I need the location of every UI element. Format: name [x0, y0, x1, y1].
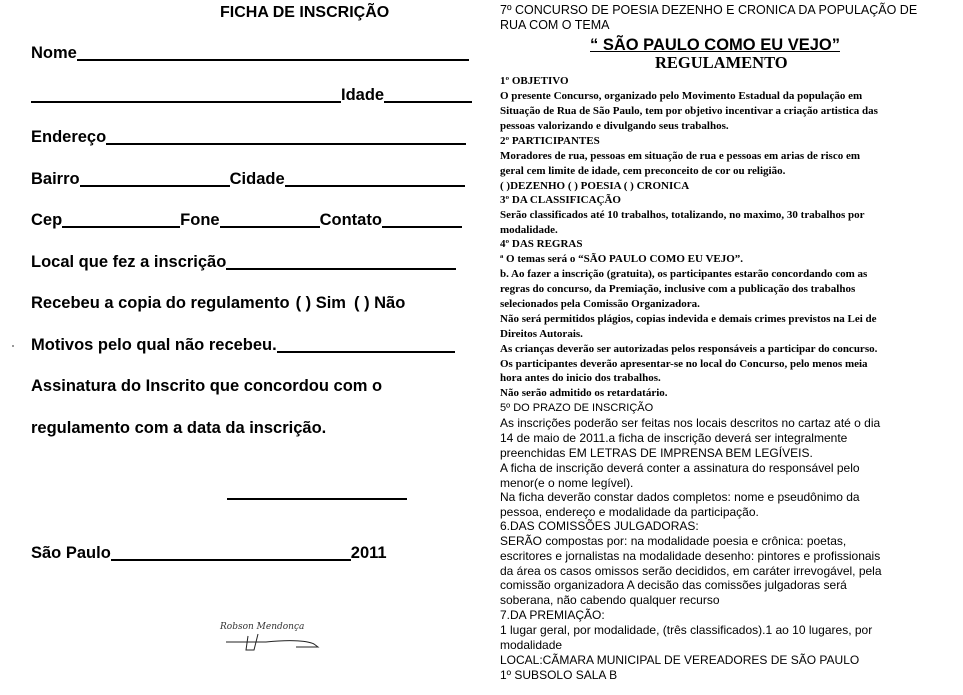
assinatura-line-2 [31, 419, 326, 438]
checkbox-sim[interactable]: ( ) Sim [295, 294, 346, 312]
assinatura-line-1 [31, 377, 382, 396]
regulamento-line: 1 lugar geral, por modalidade, (três classificados).1 ao 10 lugares, por [500, 623, 873, 637]
regulamento-line: pessoa, endereço e modalidade da participação. [500, 505, 759, 519]
regulamento-line: 6.DAS COMISSÕES JULGADORAS: [500, 519, 699, 533]
field-data [31, 544, 387, 563]
input-nome[interactable] [77, 45, 469, 61]
regulamento-line: modalidade [500, 638, 563, 652]
regulamento-line: Não serão admitido os retardatário. [500, 387, 668, 399]
regulamento-line: 14 de maio de 2011.a ficha de inscrição deverá ser integralmente [500, 431, 848, 445]
label-sao-paulo: São Paulo [31, 544, 111, 562]
regulamento-line: pessoas valorizando e divulgando seus trabalhos. [500, 120, 729, 132]
input-fone[interactable] [220, 212, 320, 228]
signature-stamp [218, 620, 318, 656]
regulamento-line: ª O temas será o “SÃO PAULO COMO EU VEJO”. [500, 253, 744, 265]
label-recebeu: Recebeu a copia do regulamento [31, 294, 290, 312]
regulamento-line: 1º SUBSOLO SALA B [500, 668, 618, 682]
regulamento-line: soberana, não cabendo qualquer recurso [500, 593, 720, 607]
field-nome [31, 44, 469, 63]
signature-name: Robson Mendonça [220, 622, 305, 632]
label-local: Local que fez a inscrição [31, 253, 227, 271]
form-title: FICHA DE INSCRIÇÃO [220, 4, 390, 21]
regulamento-line: comissão organizadora A decisão das comissões julgadoras será [500, 578, 847, 592]
input-cep[interactable] [62, 212, 180, 228]
label-cidade: Cidade [229, 170, 285, 188]
regulamento-line: regras do concurso, da Premiação, inclusive com a publicação dos trabalhos [500, 283, 856, 295]
label-ano: 2011 [350, 544, 387, 562]
label-idade: Idade [341, 86, 385, 104]
assinatura-text-2: regulamento com a data da inscrição. [31, 419, 327, 437]
regulamento-line: As inscrições poderão ser feitas nos locais descritos no cartaz até o dia [500, 416, 881, 430]
regulamento-line: O presente Concurso, organizado pelo Movimento Estadual da população em [500, 90, 863, 102]
input-local[interactable] [226, 254, 456, 270]
label-cep: Cep [31, 211, 63, 229]
label-endereco: Endereço [31, 128, 107, 146]
regulamento-line: Situação de Rua de São Paulo, tem por objetivo incentivar a criação artistica das [500, 105, 878, 117]
regulamento-line: A ficha de inscrição deverá conter a assinatura do responsável pelo [500, 461, 860, 475]
field-cep-fone-contato [31, 211, 462, 230]
regulamento-line: LOCAL:CÃMARA MUNICIPAL DE VEREADORES DE SÃO PAULO [500, 653, 860, 667]
regulamento-line: hora antes do inicio dos trabalhos. [500, 372, 661, 384]
regulamento-line: 3º DA CLASSIFICAÇÃO [500, 194, 621, 206]
regulamento-line: 7.DA PREMIAÇÃO: [500, 608, 605, 622]
regulamento-line: geral cem limite de idade, cem preconceito de cor ou religião. [500, 165, 786, 177]
regulamento-line: 2º PARTICIPANTES [500, 135, 600, 147]
regulamento-line: SERÃO compostas por: na modalidade poesia e crônica: poetas, [500, 534, 847, 548]
regulamento-line: ( )DEZENHO ( ) POESIA ( ) CRONICA [500, 180, 690, 192]
field-recebeu [31, 294, 405, 313]
regulamento-line: da área os casos omissos serão decididos, em caráter irrevogável, pela [500, 564, 882, 578]
contest-header-2: RUA COM O TEMA [500, 18, 610, 32]
regulamento-line: As crianças deverão ser autorizadas pelos responsáveis a participar do concurso. [500, 343, 878, 355]
input-motivos[interactable] [277, 337, 455, 353]
regulamento-title: REGULAMENTO [655, 53, 788, 72]
field-endereco [31, 128, 466, 147]
field-bairro-cidade [31, 170, 465, 189]
field-motivos [31, 336, 455, 355]
input-bairro[interactable] [80, 171, 230, 187]
input-cidade[interactable] [285, 171, 465, 187]
assinatura-text-1: Assinatura do Inscrito que concordou com o [31, 377, 383, 395]
field-idade [31, 86, 472, 105]
label-fone: Fone [180, 211, 220, 229]
regulamento-line: selecionados pela Comissão Organizadora. [500, 298, 700, 310]
label-nome: Nome [31, 44, 77, 62]
input-data[interactable] [111, 545, 351, 561]
label-motivos: Motivos pelo qual não recebeu. [31, 336, 277, 354]
input-nome-continued[interactable] [31, 87, 341, 103]
scan-speck [12, 345, 14, 347]
regulamento-line: b. Ao fazer a inscrição (gratuita), os participantes estarão concordando com as [500, 268, 868, 280]
regulamento-line: 1º OBJETIVO [500, 75, 569, 87]
regulamento-line: Não será permitidos plágios, copias indevida e demais crimes previstos na Lei de [500, 313, 877, 325]
signature-line[interactable] [227, 498, 407, 500]
label-bairro: Bairro [31, 170, 80, 188]
input-idade[interactable] [384, 87, 472, 103]
regulamento-line: 5º DO PRAZO DE INSCRIÇÃO [500, 402, 654, 414]
field-local [31, 253, 456, 272]
regulamento-line: preenchidas EM LETRAS DE IMPRENSA BEM LEGÍVEIS. [500, 446, 813, 460]
input-endereco[interactable] [106, 129, 466, 145]
regulamento-line: escritores e jornalistas na modalidade desenho: pintores e profissionais [500, 549, 881, 563]
contest-header-1: 7º CONCURSO DE POESIA DEZENHO E CRONICA DA POPULAÇÃO DE [500, 3, 918, 17]
regulamento-line: modalidade. [500, 224, 558, 236]
regulamento-line: Serão classificados até 10 trabalhos, totalizando, no maximo, 30 trabalhos por [500, 209, 865, 221]
regulamento-line: menor(e o nome legível). [500, 476, 634, 490]
label-contato: Contato [319, 211, 382, 229]
contest-theme: “ SÃO PAULO COMO EU VEJO” [590, 36, 840, 54]
checkbox-nao[interactable]: ( ) Não [353, 294, 406, 312]
regulamento [500, 0, 955, 695]
regulamento-line: 4º DAS REGRAS [500, 238, 583, 250]
regulamento-line: Direitos Autorais. [500, 328, 583, 340]
regulamento-line: Moradores de rua, pessoas em situação de rua e pessoas em arias de risco em [500, 150, 861, 162]
regulamento-line: Os participantes deverão apresentar-se no local do Concurso, pelo menos meia [500, 358, 868, 370]
input-contato[interactable] [382, 212, 462, 228]
regulamento-line: Na ficha deverão constar dados completos: nome e pseudônimo da [500, 490, 860, 504]
signature-scribble-icon [226, 632, 326, 658]
